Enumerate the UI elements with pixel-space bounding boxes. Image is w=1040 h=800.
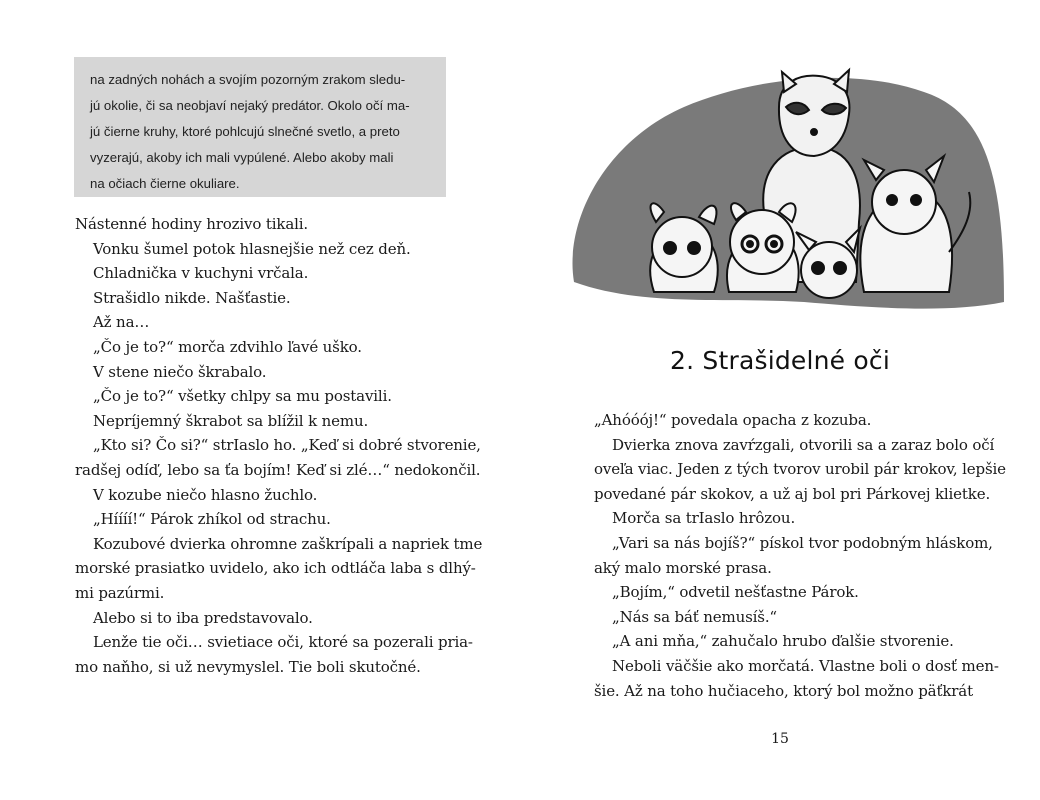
text-line: Morča sa trIaslo hrôzou. [612,509,796,528]
text-line: Strašidlo nikde. Našťastie. [93,288,291,307]
text-line: oveľa viac. Jeden z tých tvorov urobil pár krokov, lepšie [594,460,1006,479]
text-line: Dvierka znova zavŕzgali, otvorili sa a zaraz bolo očí [612,435,995,454]
info-box-line: jú čierne kruhy, ktoré pohlcujú slnečné svetlo, a preto [90,124,400,139]
text-line: Alebo si to iba predstavovalo. [93,608,313,627]
info-box-line: vyzerajú, akoby ich mali vypúlené. Alebo akoby mali [90,150,394,165]
text-line: Neboli väčšie ako morčatá. Vlastne boli o dosť men- [612,656,999,675]
text-line: „A ani mňa,“ zahučalo hrubo ďalšie stvorenie. [612,632,954,651]
text-line: „Čo je to?“ všetky chlpy sa mu postavili. [93,387,392,406]
right-page [520,0,1040,800]
text-line: aký malo morské prasa. [594,558,772,577]
info-box-line: na zadných nohách a svojím pozorným zrakom sledu- [90,72,406,87]
left-page-text [75,212,483,679]
text-line: povedané pár skokov, a už aj bol pri Párkovej klietke. [594,484,991,503]
info-box-line: jú okolie, či sa neobjaví nejaký predátor. Okolo očí ma- [90,98,410,113]
text-line: Nepríjemný škrabot sa blížil k nemu. [93,411,369,430]
text-line: „Ahóóój!“ povedala opacha z kozuba. [594,411,872,429]
text-line: V kozube niečo hlasno žuchlo. [93,485,318,504]
text-line: „Nás sa báť nemusíš.“ [612,607,777,626]
info-box-line: na očiach čierne okuliare. [90,176,240,191]
text-line: radšej odíď, lebo sa ťa bojím! Keď si zlé…“ nedokončil. [75,460,481,479]
info-box [74,57,446,197]
left-creature [650,203,718,292]
page-number: 15 [771,731,789,747]
text-line: šie. Až na toho hučiaceho, ktorý bol možno päťkrát [594,681,973,700]
right-page-text [594,408,1006,703]
text-line: Vonku šumel potok hlasnejšie než cez deň. [93,239,411,258]
text-line: Nástenné hodiny hrozivo tikali. [75,215,309,233]
text-line: morské prasiatko uvidelo, ako ich odtláča laba s dlhý- [75,559,476,578]
text-line: „Bojím,“ odvetil nešťastne Párok. [612,583,859,602]
text-line: Kozubové dvierka ohromne zaškrípali a napriek tme [93,534,483,553]
middle-creature [727,203,799,292]
text-line: mi pazúrmi. [75,583,165,602]
text-line: „Kto si? Čo si?“ strIaslo ho. „Keď si dobré stvorenie, [93,436,481,455]
text-line: Lenže tie oči… svietiace oči, ktoré sa pozerali pria- [93,633,473,652]
text-line: Chladnička v kuchyni vrčala. [93,264,309,283]
text-line: „Čo je to?“ morča zdvihlo ľavé uško. [93,337,362,356]
text-line: „Vari sa nás bojíš?“ pískol tvor podobným hláskom, [612,533,993,552]
text-line: V stene niečo škrabalo. [93,362,267,381]
chapter-title: 2. Strašidelné oči [670,346,890,375]
text-line: Až na… [93,313,150,332]
text-line: „Híííí!“ Párok zhíkol od strachu. [93,510,331,529]
text-line: mo naňho, si už nevymyslel. Tie boli skutočné. [75,657,421,676]
illustration-chinchillas [564,52,1004,312]
